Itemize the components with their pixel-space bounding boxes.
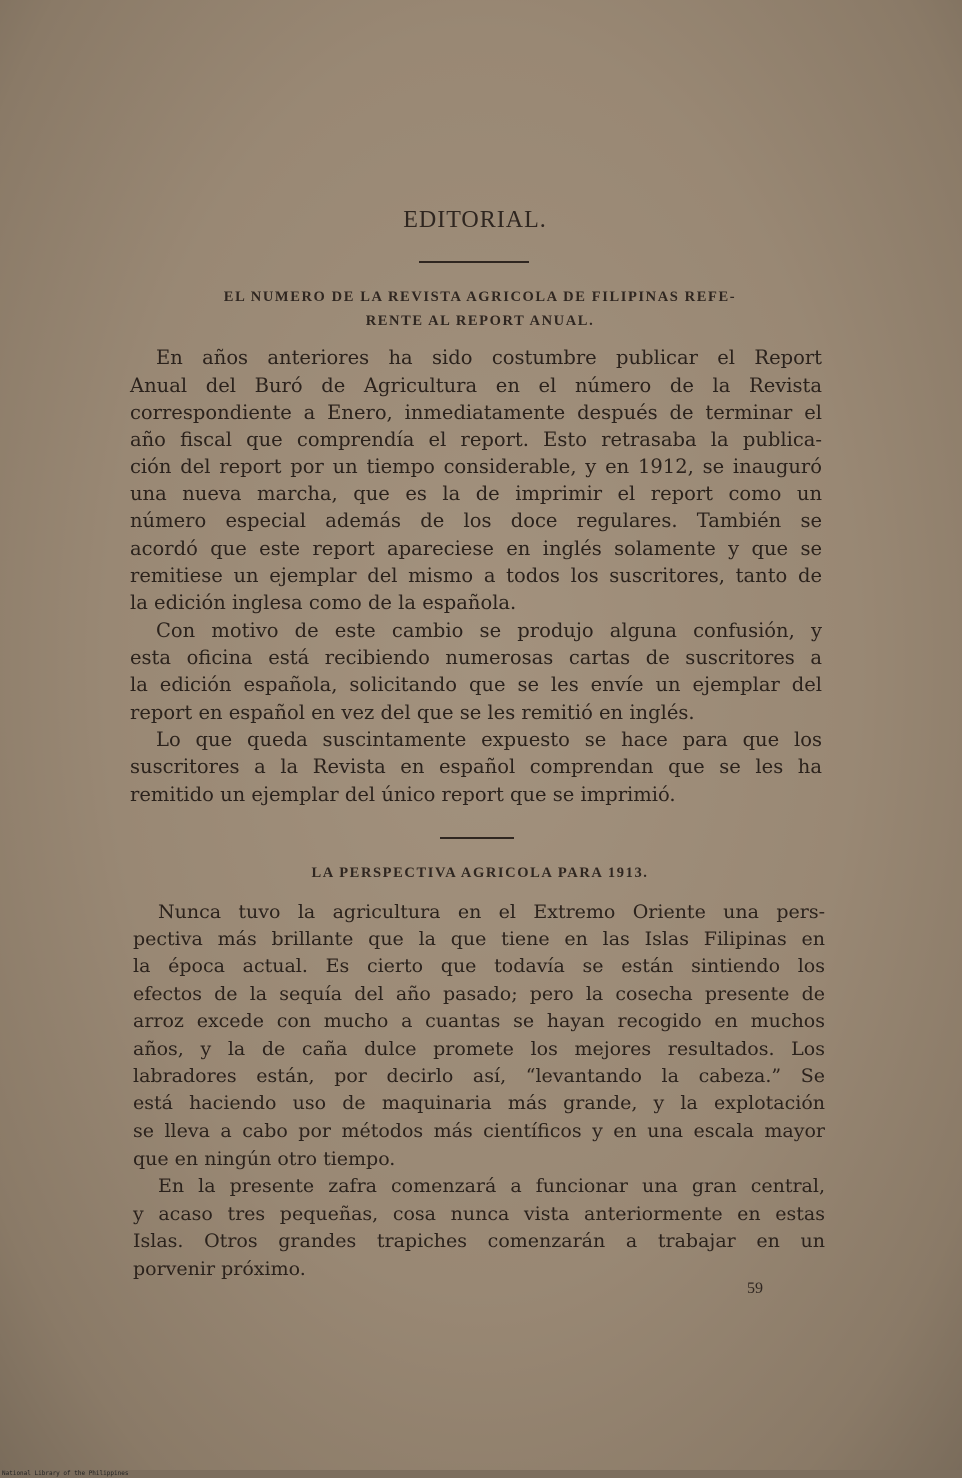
section2-line: labradores están, por decirlo así, “levantando la cabeza.” Se — [133, 1065, 825, 1087]
page-title: EDITORIAL. — [403, 207, 547, 233]
section1-line: correspondiente a Enero, inmediatamente después de terminar el — [130, 401, 822, 424]
section1-line: En años anteriores ha sido costumbre publicar el Report — [156, 346, 822, 369]
section1-line: remitiese un ejemplar del mismo a todos los suscritores, tanto de — [130, 564, 822, 587]
section1-line: suscritores a la Revista en español comprendan que se les ha — [130, 755, 822, 778]
section1-line: Anual del Buró de Agricultura en el número de la Revista — [130, 374, 822, 397]
title-rule — [419, 261, 529, 263]
section2-line: y acaso tres pequeñas, cosa nunca vista anteriormente en estas — [133, 1203, 825, 1225]
section2-line: pectiva más brillante que la que tiene en las Islas Filipinas en — [133, 928, 825, 950]
section2-line: Nunca tuvo la agricultura en el Extremo Oriente una pers- — [158, 901, 825, 923]
section1-line: acordó que este report apareciese en inglés solamente y que se — [130, 537, 822, 560]
section1-heading-line2: RENTE AL REPORT ANUAL. — [365, 313, 595, 329]
page-number: 59 — [747, 1280, 763, 1297]
section2-line: que en ningún otro tiempo. — [133, 1148, 396, 1170]
section1-line: la edición española, solicitando que se les envíe un ejemplar del — [130, 673, 822, 696]
section2-line: se lleva a cabo por métodos más científicos y en una escala mayor — [133, 1120, 825, 1142]
section2-line: años, y la de caña dulce promete los mejores resultados. Los — [133, 1038, 825, 1060]
section2-line: la época actual. Es cierto que todavía se están sintiendo los — [133, 955, 825, 977]
section2-line: está haciendo uso de maquinaria más grande, y la explotación — [133, 1092, 825, 1114]
section2-line: arroz excede con mucho a cuantas se hayan recogido en muchos — [133, 1010, 825, 1032]
section1-line: ción del report por un tiempo considerable, y en 1912, se inauguró — [130, 455, 822, 478]
section2-line: En la presente zafra comenzará a funcionar una gran central, — [158, 1175, 825, 1197]
section1-line: la edición inglesa como de la española. — [130, 591, 517, 614]
section1-line: Lo que queda suscintamente expuesto se hace para que los — [156, 728, 822, 751]
section1-line: report en español en vez del que se les remitió en inglés. — [130, 701, 695, 724]
section2-line: Islas. Otros grandes trapiches comenzarán a trabajar en un — [133, 1230, 825, 1252]
section1-line: Con motivo de este cambio se produjo alguna confusión, y — [156, 619, 822, 642]
section1-line: número especial además de los doce regulares. También se — [130, 509, 822, 532]
section1-line: año fiscal que comprendía el report. Esto retrasaba la publica- — [130, 428, 822, 451]
section1-line: esta oficina está recibiendo numerosas cartas de suscritores a — [130, 646, 822, 669]
section1-heading-line1: EL NUMERO DE LA REVISTA AGRICOLA DE FILIPINAS REFE- — [223, 289, 737, 305]
section-divider — [440, 837, 514, 839]
section2-line: efectos de la sequía del año pasado; pero la cosecha presente de — [133, 983, 825, 1005]
library-credit: National Library of the Philippines — [2, 1470, 129, 1477]
section1-line: una nueva marcha, que es la de imprimir el report como un — [130, 482, 822, 505]
section1-line: remitido un ejemplar del único report que se imprimió. — [130, 783, 676, 806]
section2-heading: LA PERSPECTIVA AGRICOLA PARA 1913. — [311, 865, 649, 881]
section2-line: porvenir próximo. — [133, 1258, 306, 1280]
